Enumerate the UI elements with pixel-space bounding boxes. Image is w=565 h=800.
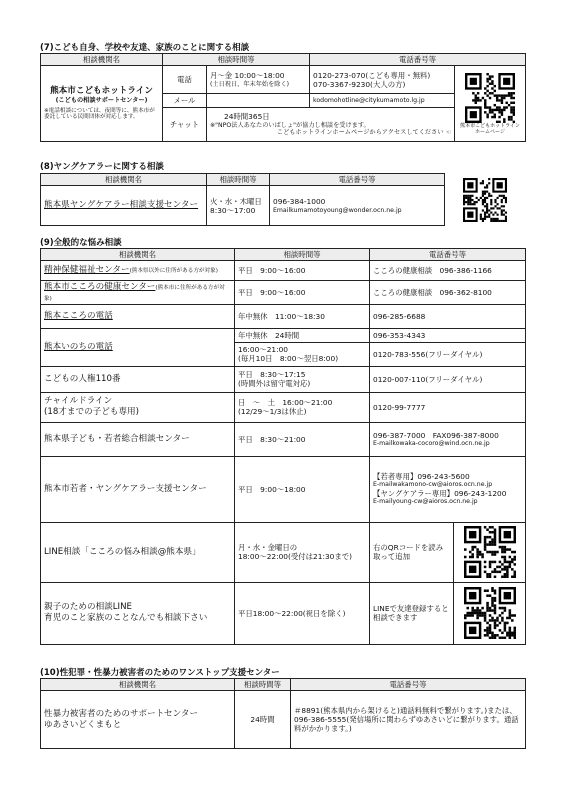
s8-phone: 096-384-1000 [273,197,326,207]
row-name: 親子のための相談LINE 育児のこと家族のことなんでも相談下さい [41,582,235,644]
header-hours: 相談時間等 [207,174,270,186]
row-hours: 平日18:00～22:00(祝日を除く) [235,582,370,644]
s8-hours-cell [207,186,270,226]
qr-code-icon[interactable] [465,73,515,123]
s8-contact-cell [270,186,445,226]
s7-qr-caption: 熊本市こどもホットライン ホームページ [460,122,520,135]
row-hours: 平日 9:00～18:00 [235,456,370,522]
s7-org-cell [41,66,163,142]
table-row [41,456,526,522]
row-hours: 平日 9:00～16:00 [235,281,370,304]
section-7-title: (7)こども自身、学校や友達、家族のことに関する相談 [40,43,250,53]
s10-org-2: ゆあさいどくまもと [44,719,122,730]
header-contact: 電話番号等 [291,679,526,691]
s7-method-mail: メール [163,94,207,108]
section-10-title: (10)性犯罪・性暴力被害者のためのワンストップ支援センター [40,668,280,678]
row-name: LINE相談「こころの悩み相談@熊本県」 [41,522,235,582]
table-row [41,328,526,342]
qr-code-icon[interactable] [464,526,516,578]
row-hours: 年中無休 11:00～18:30 [235,304,370,328]
row-name: チャイルドライン (18才までの子ども専用) [41,392,235,422]
table-row [41,281,526,304]
header-hours: 相談時間等 [235,679,291,691]
section-7-table [40,53,526,142]
header-hours: 相談時間等 [163,54,310,66]
row-contact: 0120-99-7777 [370,392,526,422]
header-org: 相談機関名 [41,174,207,186]
row-hours: 平日 8:30～17:15 (時間外は留守電対応) [235,366,370,392]
s7-phone-hours-2: (土日祝日、年末年始を除く) [210,80,290,88]
row-hours: 月・水・金曜日の 18:00～22:00(受付は21:30まで) [235,522,370,582]
s7-org-note: ※電話相談については、夜間等に、熊本市が委託している民間団体が対応します。 [44,107,155,121]
s8-hours-2: 8:30～17:00 [210,205,256,215]
section-10-table [40,678,526,749]
header-hours: 相談時間等 [235,249,370,261]
row-hours: 平日 8:30～21:00 [235,422,370,456]
s8-email[interactable]: Emailkumamotoyoung@wonder.ocn.ne.jp [273,206,402,214]
s7-chat-2: ※"NPO法人あなたのいばしょ"が協力し相談を受けます。 [210,121,370,129]
row-contact: 右のQRコードを読み取って追加 [370,522,454,582]
row-hours: 日 ～ 土 16:00～21:00 (12/29～1/3は休止) [235,392,370,422]
row-name: こどもの人権110番 [41,366,235,392]
s10-contact: ＃8891(熊本県内から架けると)通話料無料で繋がります。)または、096-386-5555(発信場所に関わらずゆあさいどに繋がります。通話料がかかります。) [291,691,526,749]
table-row [41,304,526,328]
row-hours: 16:00～21:00 (毎月10日 8:00～翌日8:00) [235,342,370,366]
s7-chat-3-text[interactable]: こどもホットラインホームページからアクセスしてください [276,129,444,137]
row-name: 精神保健福祉センター(熊本県以外に住所がある方が対象) [41,261,235,281]
s7-qr-cell [455,66,526,142]
s7-phone-cell [310,66,455,94]
section-8-title: (8)ヤングケアラーに関する相談 [40,162,164,172]
row-name: 熊本市こころの健康センター(熊本市に住所がある方が対象) [41,281,235,304]
header-org: 相談機関名 [41,679,235,691]
s8-hours-1: 火・水・木曜日 [210,196,262,206]
row-contact: 096-285-6688 [370,304,526,328]
qr-code-icon[interactable] [463,178,507,222]
row-name: 熊本市若者・ヤングケアラー支援センター [41,456,235,522]
row-hours: 平日 9:00～16:00 [235,261,370,281]
row-contact: 0120-007-110(フリーダイヤル) [370,366,526,392]
s7-chat-cell [207,108,455,142]
s10-hours: 24時間 [235,691,291,749]
section-9-title: (9)全般的な悩み相談 [40,238,122,248]
s7-phone-2: 070-3367-9230(大人の方) [313,79,406,89]
row-contact: 096-353-4343 [370,328,526,342]
section-9-table [40,248,526,645]
row-contact: 【若者専用】096-243-5600 E-mailwakamono-cw@aioros.ocn.ne.jp 【ヤングケアラー専用】096-243-1200 E-mailyoung-cw@aioros.ocn.ne.jp [370,456,526,522]
row-contact: こころの健康相談 096-386-1166 [370,261,526,281]
table-row [41,261,526,281]
s8-org-name: 熊本県ヤングケアラー相談支援センター [41,186,207,226]
s10-org-cell [41,691,235,749]
header-org: 相談機関名 [41,249,235,261]
s7-chat-1: 24時間365日 [224,112,270,122]
s7-chat-3 [210,129,451,137]
s7-method-phone: 電話 [163,66,207,94]
s8-qr-cell [445,174,526,226]
s7-phone-1: 0120-273-070(こども専用・無料) [313,70,431,80]
s10-org-1: 性暴力被害者のためのサポートセンター [44,709,199,720]
row-qr [454,582,526,644]
table-row [41,422,526,456]
row-contact: 0120-783-556(フリーダイヤル) [370,342,526,366]
header-contact: 電話番号等 [370,249,526,261]
row-contact: 096-387-7000 FAX096-387-8000 E-mailkowaka-cocoro@wind.ocn.ne.jp [370,422,526,456]
s7-phone-hours [207,66,310,94]
header-contact: 電話番号等 [310,54,526,66]
row-name: 熊本県子ども・若者総合相談センター [41,422,235,456]
section-8-table [40,173,526,226]
s7-org-name: 熊本市こどもホットライン [50,86,153,97]
row-name: 熊本いのちの電話 [41,328,235,366]
s7-method-chat: チャット [163,108,207,142]
pointing-hand-icon: ☜ [445,129,451,137]
row-contact: こころの健康相談 096-362-8100 [370,281,526,304]
table-row [41,582,526,644]
table-row [41,522,526,582]
s7-org-sub: (こどもの相談サポートセンター) [55,97,148,105]
header-org: 相談機関名 [41,54,163,66]
row-hours: 年中無休 24時間 [235,328,370,342]
row-name: 熊本こころの電話 [41,304,235,328]
header-contact: 電話番号等 [270,174,445,186]
qr-code-icon[interactable] [464,587,516,639]
s7-email[interactable]: kodomohotline@citykumamoto.lg.jp [310,94,455,108]
table-row [41,392,526,422]
table-row [41,366,526,392]
row-contact: LINEで友達登録すると相談できます [370,582,454,644]
row-qr [454,522,526,582]
s7-phone-hours-1: 月～金 10:00～18:00 [210,71,285,81]
